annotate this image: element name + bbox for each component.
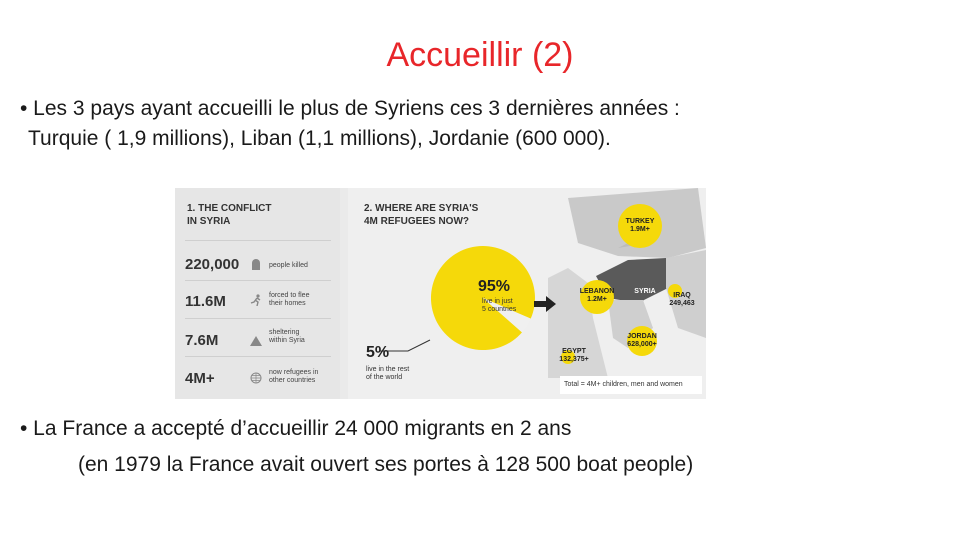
slide-title: Accueillir (2): [386, 36, 574, 74]
stat-sheltering-desc-line-1: sheltering: [269, 329, 300, 336]
refugees-title-line-1: 2. WHERE ARE SYRIA'S: [364, 203, 479, 214]
pie-main-value: 95%: [478, 278, 511, 295]
bullet-2-line-2: (en 1979 la France avait ouvert ses portes à 128 500 boat people): [78, 453, 694, 476]
lebanon-name: LEBANON: [579, 288, 615, 295]
stat-killed-desc: [269, 262, 308, 270]
stat-refugees-desc-line-1: now refugees in: [269, 369, 319, 376]
globe-icon: [250, 372, 262, 384]
conflict-title-line-1: 1. THE CONFLICT: [187, 203, 272, 214]
refugees-title-line-2: 4M REFUGEES NOW?: [364, 216, 470, 227]
pie-rest-value: 5%: [366, 344, 390, 361]
stat-refugees-value: 4M+: [185, 370, 215, 387]
stat-fled-value: 11.6M: [185, 293, 226, 310]
stat-sheltering-value: 7.6M: [185, 332, 219, 349]
pie-main-desc-line-2: 5 countries: [482, 306, 517, 313]
tent-icon: [250, 334, 262, 346]
pie-rest-desc-line-2: of the world: [366, 374, 403, 381]
stat-refugees-desc-line-2: other countries: [269, 377, 316, 384]
divider: [185, 318, 331, 319]
divider: [185, 280, 331, 281]
lebanon-value: 1.2M+: [587, 296, 607, 303]
bullet-pays-accueil: [20, 94, 680, 154]
jordan-name: JORDAN: [627, 333, 657, 340]
divider: [185, 356, 331, 357]
stat-fled-desc: [269, 292, 309, 308]
stat-killed-value: 220,000: [185, 256, 240, 273]
arrow-right-icon: [534, 296, 556, 312]
pie-rest-desc-line-1: live in the rest: [366, 366, 410, 373]
stat-sheltering-desc-line-2: within Syria: [269, 337, 305, 344]
divider: [185, 240, 331, 241]
pie-main-desc: [482, 298, 516, 314]
turkey-label: [618, 218, 662, 234]
iraq-label: [662, 292, 702, 308]
lebanon-label: [576, 288, 618, 304]
jordan-value: 628,000+: [627, 341, 657, 348]
refugees-panel-title: [364, 202, 478, 228]
egypt-name: EGYPT: [562, 348, 586, 355]
stat-refugees-desc: [269, 369, 318, 385]
egypt-value: 132,375+: [559, 356, 589, 363]
conflict-panel: [175, 188, 340, 399]
tombstone-icon: [250, 258, 262, 270]
turkey-value: 1.9M+: [630, 226, 650, 233]
stat-killed-desc-line: people killed: [269, 262, 308, 269]
jordan-label: [620, 333, 664, 349]
pie-rest-desc: [366, 366, 409, 382]
bullet-france: [20, 414, 693, 480]
turkey-name: TURKEY: [625, 218, 655, 225]
conflict-panel-title: [187, 202, 271, 228]
egypt-label: [554, 348, 594, 364]
refugees-panel: [348, 188, 706, 399]
legend-total: Total = 4M+ children, men and women: [560, 376, 702, 394]
syria-label: SYRIA: [634, 288, 656, 295]
iraq-value: 249,463: [669, 300, 695, 307]
iraq-name: IRAQ: [673, 292, 691, 299]
infographic: [175, 188, 706, 399]
bullet-1-line-2: Turquie ( 1,9 millions), Liban (1,1 millions), Jordanie (600 000).: [28, 127, 611, 150]
running-person-icon: [250, 294, 262, 306]
bullet-1-line-1: • Les 3 pays ayant accueilli le plus de Syriens ces 3 dernières années :: [20, 97, 680, 120]
pie-main-desc-line-1: live in just: [482, 298, 513, 305]
bullet-2-line-1: • La France a accepté d’accueillir 24 000 migrants en 2 ans: [20, 417, 572, 440]
conflict-title-line-2: IN SYRIA: [187, 216, 231, 227]
stat-fled-desc-line-1: forced to flee: [269, 292, 310, 299]
stat-sheltering-desc: [269, 329, 305, 345]
stat-fled-desc-line-2: their homes: [269, 300, 306, 307]
